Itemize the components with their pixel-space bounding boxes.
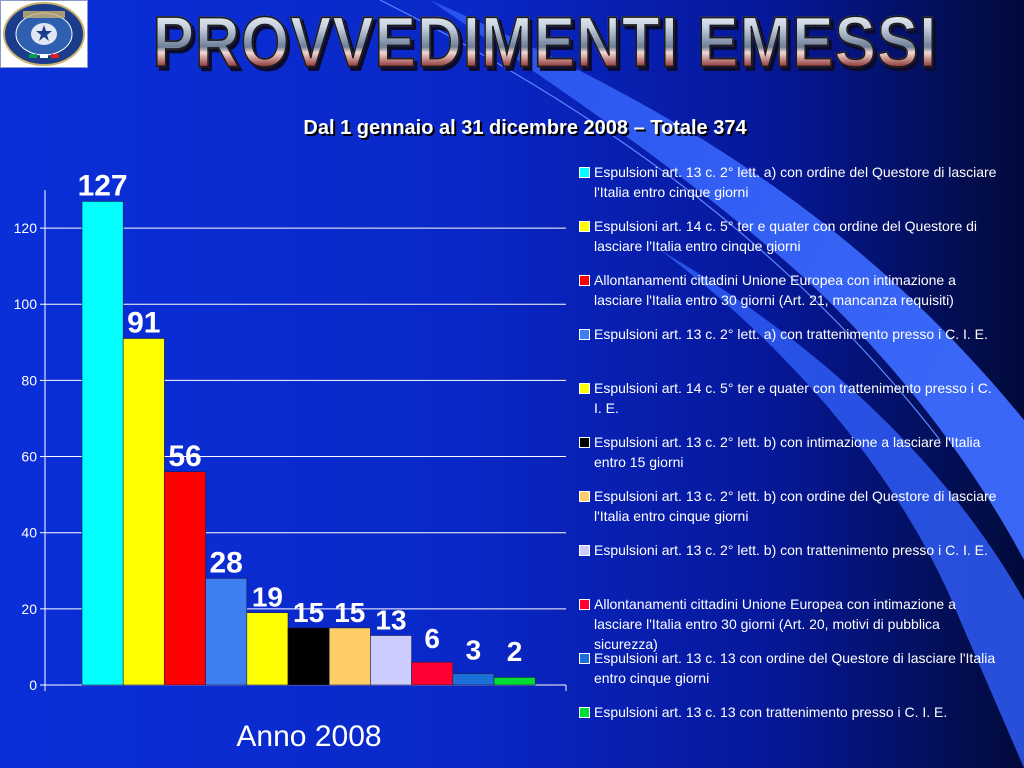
legend-label: Espulsioni art. 14 c. 5° ter e quater con ordine del Questore di lasciare l'Italia entro cinque giorni	[594, 218, 978, 254]
legend-label: Espulsioni art. 14 c. 5° ter e quater con trattenimento presso i C. I. E.	[594, 380, 992, 416]
legend-item	[577, 324, 997, 344]
bar	[82, 201, 123, 685]
chart-subtitle: Dal 1 gennaio al 31 dicembre 2008 – Totale 374	[303, 117, 747, 139]
x-axis-label: Anno 2008	[236, 720, 382, 753]
legend-label: Espulsioni art. 13 c. 2° lett. b) con intimazione a lasciare l'Italia entro 15 giorni	[594, 434, 981, 470]
legend-item	[577, 216, 997, 256]
legend-label: Allontanamenti cittadini Unione Europea con intimazione a lasciare l'Italia entro 30 giorni (Art. 21, mancanza requisiti)	[594, 272, 956, 308]
legend-item	[577, 702, 997, 722]
y-tick-label: 80	[21, 372, 37, 389]
legend-item	[577, 648, 997, 688]
legend-swatch	[579, 707, 590, 718]
legend-item	[577, 594, 997, 654]
legend-swatch	[579, 275, 590, 286]
bar	[288, 628, 329, 685]
y-tick-label: 100	[13, 296, 37, 313]
legend-item	[577, 162, 997, 202]
data-label: 127	[77, 169, 128, 203]
legend-item	[577, 432, 997, 472]
legend-label: Espulsioni art. 13 c. 2° lett. a) con ordine del Questore di lasciare l'Italia entro cinque giorni	[594, 164, 997, 200]
data-label: 19	[251, 581, 283, 613]
legend-item	[577, 540, 997, 560]
legend-label: Espulsioni art. 13 c. 2° lett. a) con trattenimento presso i C. I. E.	[594, 326, 988, 342]
y-tick-label: 40	[21, 524, 37, 541]
page-title: PROVVEDIMENTI EMESSI	[105, 2, 985, 84]
bar	[494, 677, 535, 685]
legend-item	[577, 486, 997, 526]
legend-swatch	[579, 329, 590, 340]
bar	[412, 662, 453, 685]
legend-label: Allontanamenti cittadini Unione Europea con intimazione a lasciare l'Italia entro 30 giorni (Art. 20, motivi di pubblica sicurezza)	[594, 596, 956, 652]
data-label: 15	[293, 596, 325, 628]
data-label: 2	[506, 636, 523, 667]
legend-swatch	[579, 599, 590, 610]
data-label: 56	[168, 439, 202, 473]
legend-swatch	[579, 653, 590, 664]
bar	[123, 339, 164, 686]
data-label: 6	[424, 623, 440, 655]
data-label: 13	[375, 604, 407, 636]
bar	[453, 674, 494, 685]
data-label: 3	[465, 634, 482, 666]
legend-label: Espulsioni art. 13 c. 13 con trattenimento presso i C. I. E.	[594, 704, 948, 720]
bar	[206, 578, 247, 685]
data-label: 28	[209, 546, 243, 580]
bar	[164, 472, 205, 685]
y-tick-label: 0	[29, 677, 37, 693]
bar	[370, 636, 411, 686]
data-label: 91	[127, 306, 161, 340]
legend-item	[577, 270, 997, 310]
legend-label: Espulsioni art. 13 c. 2° lett. b) con trattenimento presso i C. I. E.	[594, 542, 988, 558]
legend-label: Espulsioni art. 13 c. 13 con ordine del Questore di lasciare l'Italia entro cinque giorni	[594, 650, 996, 686]
bar	[247, 613, 288, 685]
y-tick-label: 20	[21, 600, 37, 617]
y-tick-label: 60	[21, 448, 37, 465]
legend-item	[577, 378, 997, 418]
legend-swatch	[579, 383, 590, 394]
legend-swatch	[579, 221, 590, 232]
legend-swatch	[579, 167, 590, 178]
legend-swatch	[579, 491, 590, 502]
legend-swatch	[579, 437, 590, 448]
legend-label: Espulsioni art. 13 c. 2° lett. b) con ordine del Questore di lasciare l'Italia entro cinque giorni	[594, 488, 997, 524]
bar	[329, 628, 370, 685]
legend-swatch	[579, 545, 590, 556]
data-label: 15	[334, 596, 366, 628]
y-tick-label: 120	[13, 220, 37, 237]
